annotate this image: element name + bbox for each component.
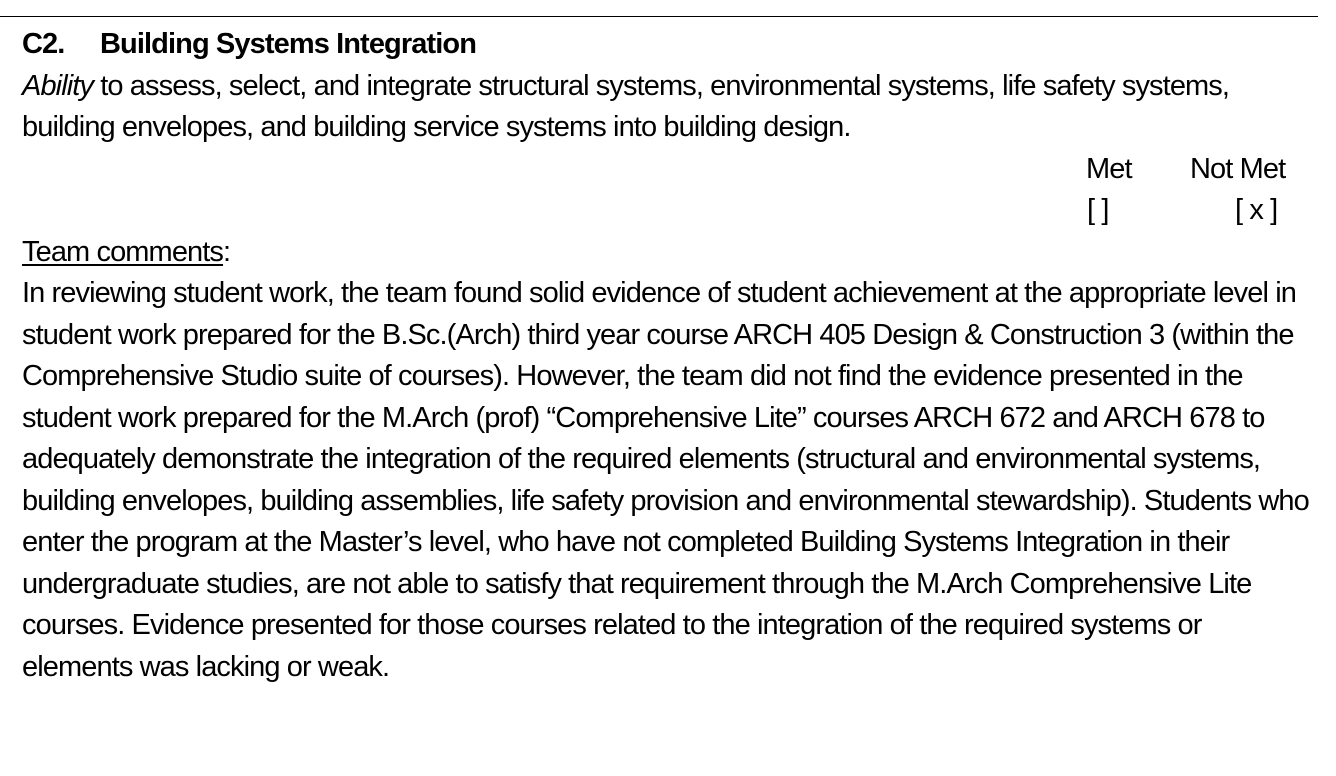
- section-title: Building Systems Integration: [100, 28, 477, 60]
- criterion-section: [22, 24, 1318, 688]
- met-checkbox: [ ]: [1087, 193, 1109, 226]
- top-divider: [0, 16, 1318, 17]
- team-comments-text: In reviewing student work, the team found solid evidence of student achievement at the appropriate level in student work prepared for the B.Sc.(Arch) third year course ARCH 405 Design & Construction 3 (within the Comprehensive Studio suite of courses). However, the team did not find the evidence presented in the student work prepared for the M.Arch (prof) “Comprehensive Lite” courses ARCH 672 and ARCH 678 to adequately demonstrate the integration of the required elements (structural and environmental systems, building envelopes, building assemblies, life safety provision and environmental stewardship). Students who enter the program at the Master’s level, who have not completed Building Systems Integration in their undergraduate studies, are not able to satisfy that requirement through the M.Arch Comprehensive Lite courses. Evidence presented for those courses related to the integration of the required systems or elements was lacking or weak.: [22, 277, 1309, 683]
- met-label: Met: [1086, 152, 1132, 185]
- met-status-block: [22, 149, 1318, 232]
- description-text: to assess, select, and integrate structural systems, environmental systems, life safety systems, building envelopes, and building service systems into building design.: [22, 69, 1230, 143]
- not-met-checkbox: [ x ]: [1235, 193, 1278, 226]
- section-description: [22, 66, 1318, 149]
- team-comments-heading: [22, 232, 1318, 274]
- section-heading: [22, 24, 1318, 66]
- team-comments-colon: :: [223, 235, 231, 268]
- section-code: C2.: [22, 28, 65, 60]
- description-italic: Ability: [22, 69, 94, 102]
- team-comments-label: Team comments: [22, 235, 224, 268]
- not-met-label: Not Met: [1190, 152, 1286, 185]
